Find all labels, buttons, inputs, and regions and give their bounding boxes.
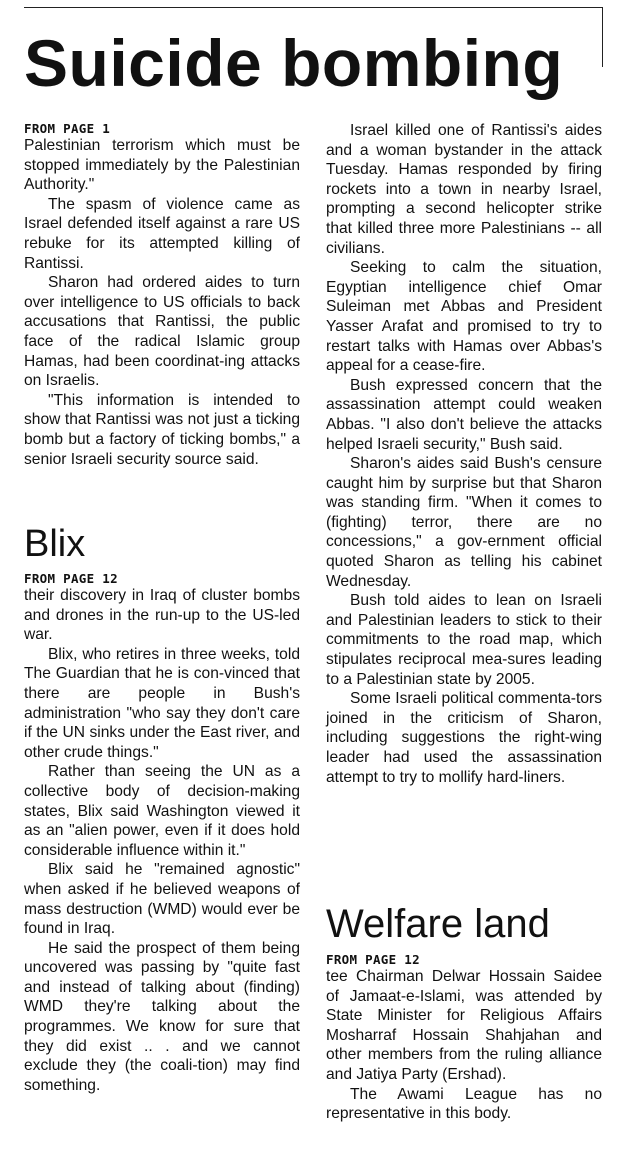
main-story-right-block: [326, 121, 602, 787]
welfare-paragraph-1: tee Chairman Delwar Hossain Saidee of Jamaat-e-Islami, was attended by State Minister for Religious Affairs Mosharraf Hossain Shahjahan and other members from the ruling alliance and Jatiya Party (Ershad).: [326, 968, 602, 1083]
main-cont-paragraph-4: Sharon's aides said Bush's censure caught him by surprise but that Sharon was standing firm. "When it comes to (fighting) terror, there are no concessions," a gov-ernment official quoted Sharon as telling his cabinet Wednesday.: [326, 455, 602, 590]
main-story-left-block: [24, 121, 300, 469]
jump-line-main: FROM PAGE 1: [24, 121, 111, 136]
blix-story: [24, 522, 300, 1095]
welfare-story: [326, 902, 602, 1124]
blix-paragraph-4: Blix said he "remained agnostic" when asked if he believed weapons of mass destruction (WMD) would ever be found in Iraq.: [24, 861, 300, 938]
jump-line-welfare: FROM PAGE 12: [326, 952, 420, 967]
main-cont-paragraph-5: Bush told aides to lean on Israeli and Palestinian leaders to stick to their commitments to the road map, which stipulates reciprocal mea-sures leading to a Palestinian state by 2005.: [326, 592, 602, 688]
blix-paragraph-2: Blix, who retires in three weeks, told The Guardian that he is con-vinced that there are people in Bush's administration "who say they don't care if the UN sinks under the East river, and other crude things.": [24, 645, 300, 761]
main-paragraph-2: The spasm of violence came as Israel defended itself against a rare US rebuke for its attempted killing of Rantissi.: [24, 195, 300, 272]
top-rule: [24, 7, 603, 8]
headline-blix: Blix: [24, 523, 86, 565]
headline-welfare-land: Welfare land: [326, 902, 550, 946]
blix-paragraph-5: He said the prospect of them being uncovered was passing by "quite fast and instead of talking about (finding) WMD they're talking about the programmes. We know for sure that they did exist .. . and we cannot exclude they (the coali-tion) may find something.: [24, 939, 300, 1094]
welfare-paragraph-2: The Awami League has no representative in this body.: [326, 1085, 602, 1123]
headline-suicide-bombing: Suicide bombing: [24, 26, 564, 100]
main-paragraph-4: "This information is intended to show that Rantissi was not just a ticking bomb but a factory of ticking bombs," a senior Israeli security source said.: [24, 391, 300, 468]
jump-line-blix: FROM PAGE 12: [24, 571, 118, 586]
blix-paragraph-3: Rather than seeing the UN as a collective body of decision-making states, Blix said Washington viewed it as an "alien power, even if it does hold considerable influence within it.": [24, 763, 300, 859]
main-cont-paragraph-3: Bush expressed concern that the assassination attempt could weaken Abbas. "I also don't believe the attacks helped Israeli security," Bush said.: [326, 376, 602, 453]
main-paragraph-1: Palestinian terrorism which must be stopped immediately by the Palestinian Authority.": [24, 137, 300, 194]
main-cont-paragraph-1: Israel killed one of Rantissi's aides and a woman bystander in the attack Tuesday. Hamas responded by firing rockets into a town in nearby Israel, prompting a second helicopter strike that killed three more Palestinians -- all civilians.: [326, 122, 602, 257]
main-paragraph-3: Sharon had ordered aides to turn over intelligence to US officials to back accusations that Rantissi, the public face of the radical Islamic group Hamas, had been coordinat-ing attacks on Israelis.: [24, 274, 300, 390]
main-cont-paragraph-2: Seeking to calm the situation, Egyptian intelligence chief Omar Suleiman met Abbas and President Yasser Arafat and promised to try to restart talks with Hamas over Abbas's appeal for a cease-fire.: [326, 259, 602, 375]
main-cont-paragraph-6: Some Israeli political commenta-tors joined in the criticism of Sharon, including suggestions the right-wing leader had used the assassination attempt to try to mollify hard-liners.: [326, 690, 602, 786]
right-rule: [602, 7, 603, 67]
blix-paragraph-1: their discovery in Iraq of cluster bombs and drones in the run-up to the US-led war.: [24, 587, 300, 644]
